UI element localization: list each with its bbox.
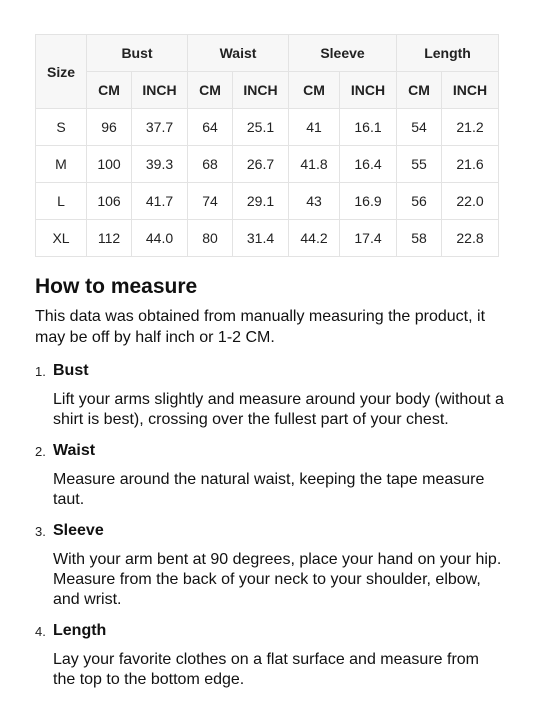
table-cell: 41.8 [289,146,340,183]
step-number: 3. [35,524,46,539]
table-cell: 74 [188,183,233,220]
unit-header: INCH [442,72,499,109]
table-cell: 44.0 [132,220,188,257]
table-cell: 106 [87,183,132,220]
step-text: Lift your arms slightly and measure around your body (without a shirt is best), crossing over the fullest part of your chest. [53,391,504,428]
unit-header: INCH [233,72,289,109]
step-number: 1. [35,364,46,379]
measure-intro-text: This data was obtained from manually measuring the product, it may be off by half inch or 1-2 CM. [35,308,486,346]
size-column-header: Size [36,35,87,109]
table-cell: 37.7 [132,109,188,146]
table-header-units [36,72,499,109]
unit-header: INCH [132,72,188,109]
table-cell: 21.2 [442,109,499,146]
table-cell: 41 [289,109,340,146]
step-title: Sleeve [53,522,104,539]
step-text: With your arm bent at 90 degrees, place your hand on your hip. Measure from the back of your neck to your shoulder, elbow, and wrist. [53,551,502,608]
table-cell: 58 [397,220,442,257]
table-cell: 55 [397,146,442,183]
table-cell: 16.1 [340,109,397,146]
unit-header: INCH [340,72,397,109]
bust-header: Bust [87,35,188,72]
size-cell: L [36,183,87,220]
table-cell: 44.2 [289,220,340,257]
table-cell: 16.4 [340,146,397,183]
sleeve-header: Sleeve [289,35,397,72]
unit-header: CM [397,72,442,109]
list-item [35,620,505,690]
table-cell: 16.9 [340,183,397,220]
table-row [36,220,499,257]
table-header-groups [36,35,499,72]
step-text: Measure around the natural waist, keeping the tape measure taut. [53,471,485,508]
table-cell: 41.7 [132,183,188,220]
list-item [35,360,505,430]
waist-header: Waist [188,35,289,72]
size-cell: XL [36,220,87,257]
unit-header: CM [188,72,233,109]
table-cell: 22.8 [442,220,499,257]
table-cell: 100 [87,146,132,183]
table-cell: 29.1 [233,183,289,220]
unit-header: CM [289,72,340,109]
table-cell: 96 [87,109,132,146]
table-cell: 64 [188,109,233,146]
table-cell: 43 [289,183,340,220]
table-cell: 22.0 [442,183,499,220]
table-cell: 68 [188,146,233,183]
table-cell: 54 [397,109,442,146]
how-to-measure-title: How to measure [35,275,198,298]
table-cell: 31.4 [233,220,289,257]
table-row [36,146,499,183]
table-cell: 21.6 [442,146,499,183]
table-row [36,109,499,146]
table-cell: 25.1 [233,109,289,146]
measure-steps-list [35,360,505,690]
list-item [35,440,505,510]
table-cell: 112 [87,220,132,257]
step-text: Lay your favorite clothes on a flat surface and measure from the top to the bottom edge. [53,651,479,688]
length-header: Length [397,35,499,72]
list-item [35,520,505,610]
size-cell: M [36,146,87,183]
size-cell: S [36,109,87,146]
table-cell: 26.7 [233,146,289,183]
table-cell: 56 [397,183,442,220]
table-cell: 39.3 [132,146,188,183]
unit-header: CM [87,72,132,109]
size-chart-table [35,34,499,257]
step-title: Length [53,622,107,639]
step-number: 2. [35,444,46,459]
step-title: Waist [53,442,96,459]
table-row [36,183,499,220]
table-cell: 17.4 [340,220,397,257]
step-number: 4. [35,624,46,639]
step-title: Bust [53,362,89,379]
table-cell: 80 [188,220,233,257]
